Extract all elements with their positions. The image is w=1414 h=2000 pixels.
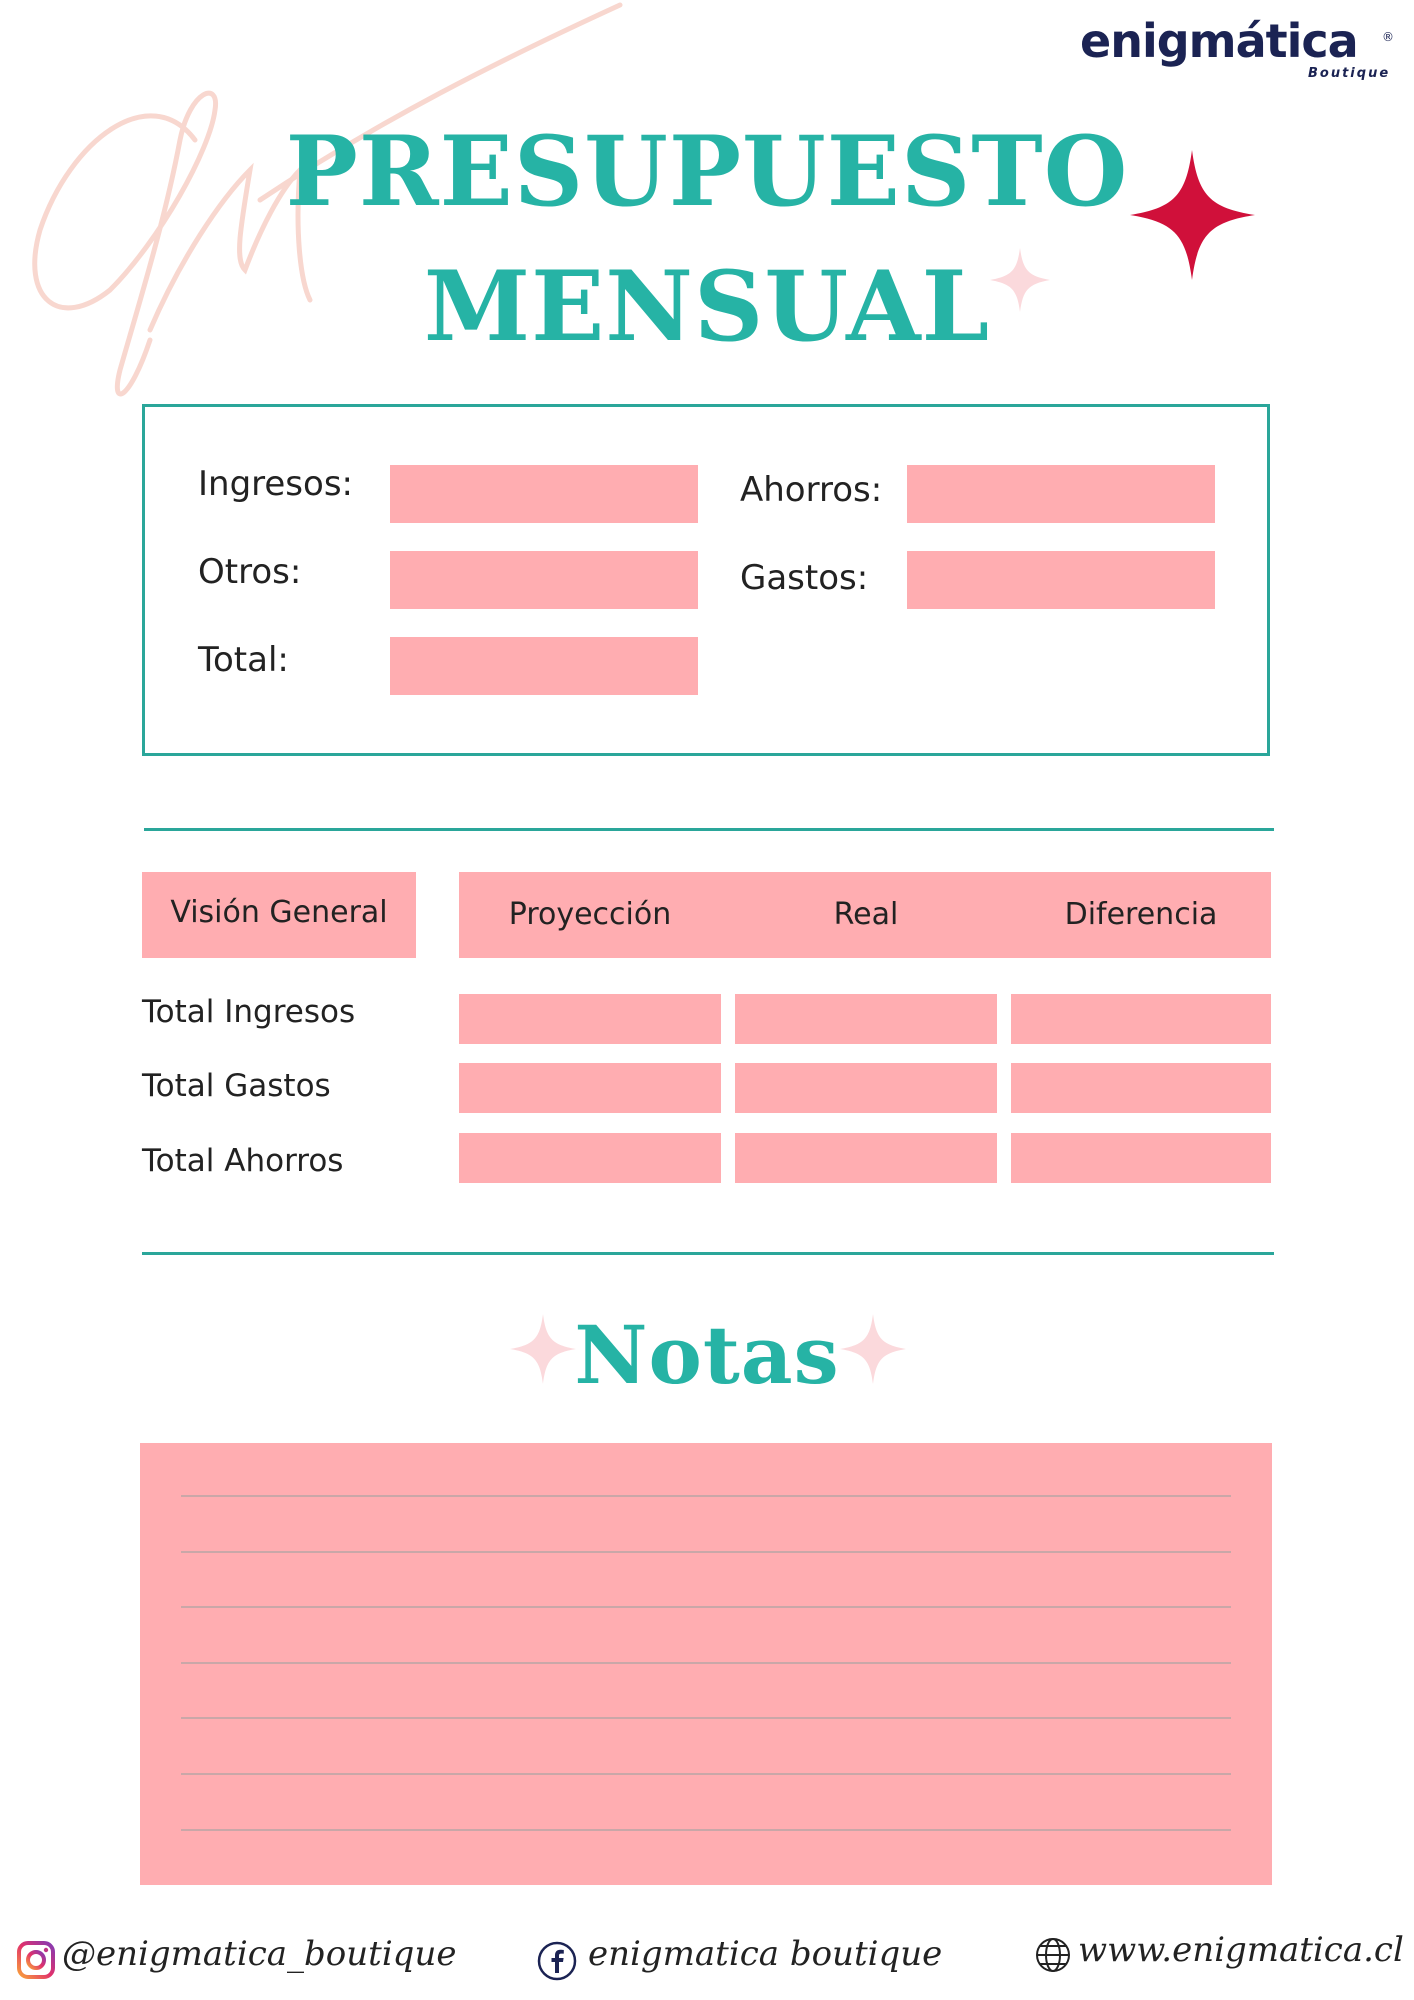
cell-gastos-real[interactable] [735, 1063, 997, 1113]
ahorros-field[interactable] [907, 465, 1215, 523]
column-header-diferencia: Diferencia [1064, 897, 1218, 932]
total-label: Total: [198, 640, 289, 680]
gastos-field[interactable] [907, 551, 1215, 609]
brand-logo [1080, 14, 1410, 94]
globe-icon[interactable] [1034, 1936, 1072, 1974]
cell-gastos-proyeccion[interactable] [459, 1063, 721, 1113]
otros-label: Otros: [198, 552, 302, 592]
ingresos-field[interactable] [390, 465, 698, 523]
notes-area[interactable] [140, 1443, 1272, 1885]
row-label-ingresos: Total Ingresos [142, 994, 356, 1030]
note-line [181, 1662, 1231, 1664]
gastos-label: Gastos: [740, 558, 869, 598]
note-line [181, 1606, 1231, 1608]
brand-registered: ® [1382, 30, 1394, 44]
brand-subtitle: Boutique [1308, 66, 1391, 81]
cell-ahorros-real[interactable] [735, 1133, 997, 1183]
note-line [181, 1495, 1231, 1497]
total-field[interactable] [390, 637, 698, 695]
overview-header: Visión General [170, 895, 388, 930]
page-title-line2: MENSUAL [423, 250, 991, 363]
cell-ingresos-real[interactable] [735, 994, 997, 1044]
cell-ahorros-diferencia[interactable] [1011, 1133, 1271, 1183]
note-line [181, 1773, 1231, 1775]
instagram-handle[interactable]: @enigmatica_boutique [62, 1934, 457, 1974]
brand-name: enigmática [1080, 14, 1358, 68]
column-header-real: Real [833, 897, 899, 932]
divider-bottom [142, 1252, 1274, 1255]
note-line [181, 1717, 1231, 1719]
cell-ingresos-diferencia[interactable] [1011, 994, 1271, 1044]
note-line [181, 1829, 1231, 1831]
facebook-icon[interactable] [536, 1940, 578, 1982]
otros-field[interactable] [390, 551, 698, 609]
cell-gastos-diferencia[interactable] [1011, 1063, 1271, 1113]
divider-top [144, 828, 1274, 831]
row-label-gastos: Total Gastos [142, 1068, 331, 1104]
note-line [181, 1551, 1231, 1553]
ahorros-label: Ahorros: [740, 470, 883, 510]
star-icon [1130, 150, 1255, 280]
row-label-ahorros: Total Ahorros [142, 1143, 344, 1179]
page-title-line1: PRESUPUESTO [285, 115, 1129, 228]
instagram-icon[interactable] [16, 1940, 56, 1980]
column-header-proyeccion: Proyección [508, 897, 672, 932]
sparkle-icon [990, 248, 1050, 312]
ingresos-label: Ingresos: [198, 464, 353, 504]
sparkle-icon [840, 1314, 906, 1384]
notes-title: Notas [574, 1308, 840, 1402]
cell-ahorros-proyeccion[interactable] [459, 1133, 721, 1183]
cell-ingresos-proyeccion[interactable] [459, 994, 721, 1044]
website-link[interactable]: www.enigmatica.cl [1078, 1930, 1404, 1970]
facebook-page[interactable]: enigmatica boutique [588, 1934, 943, 1974]
